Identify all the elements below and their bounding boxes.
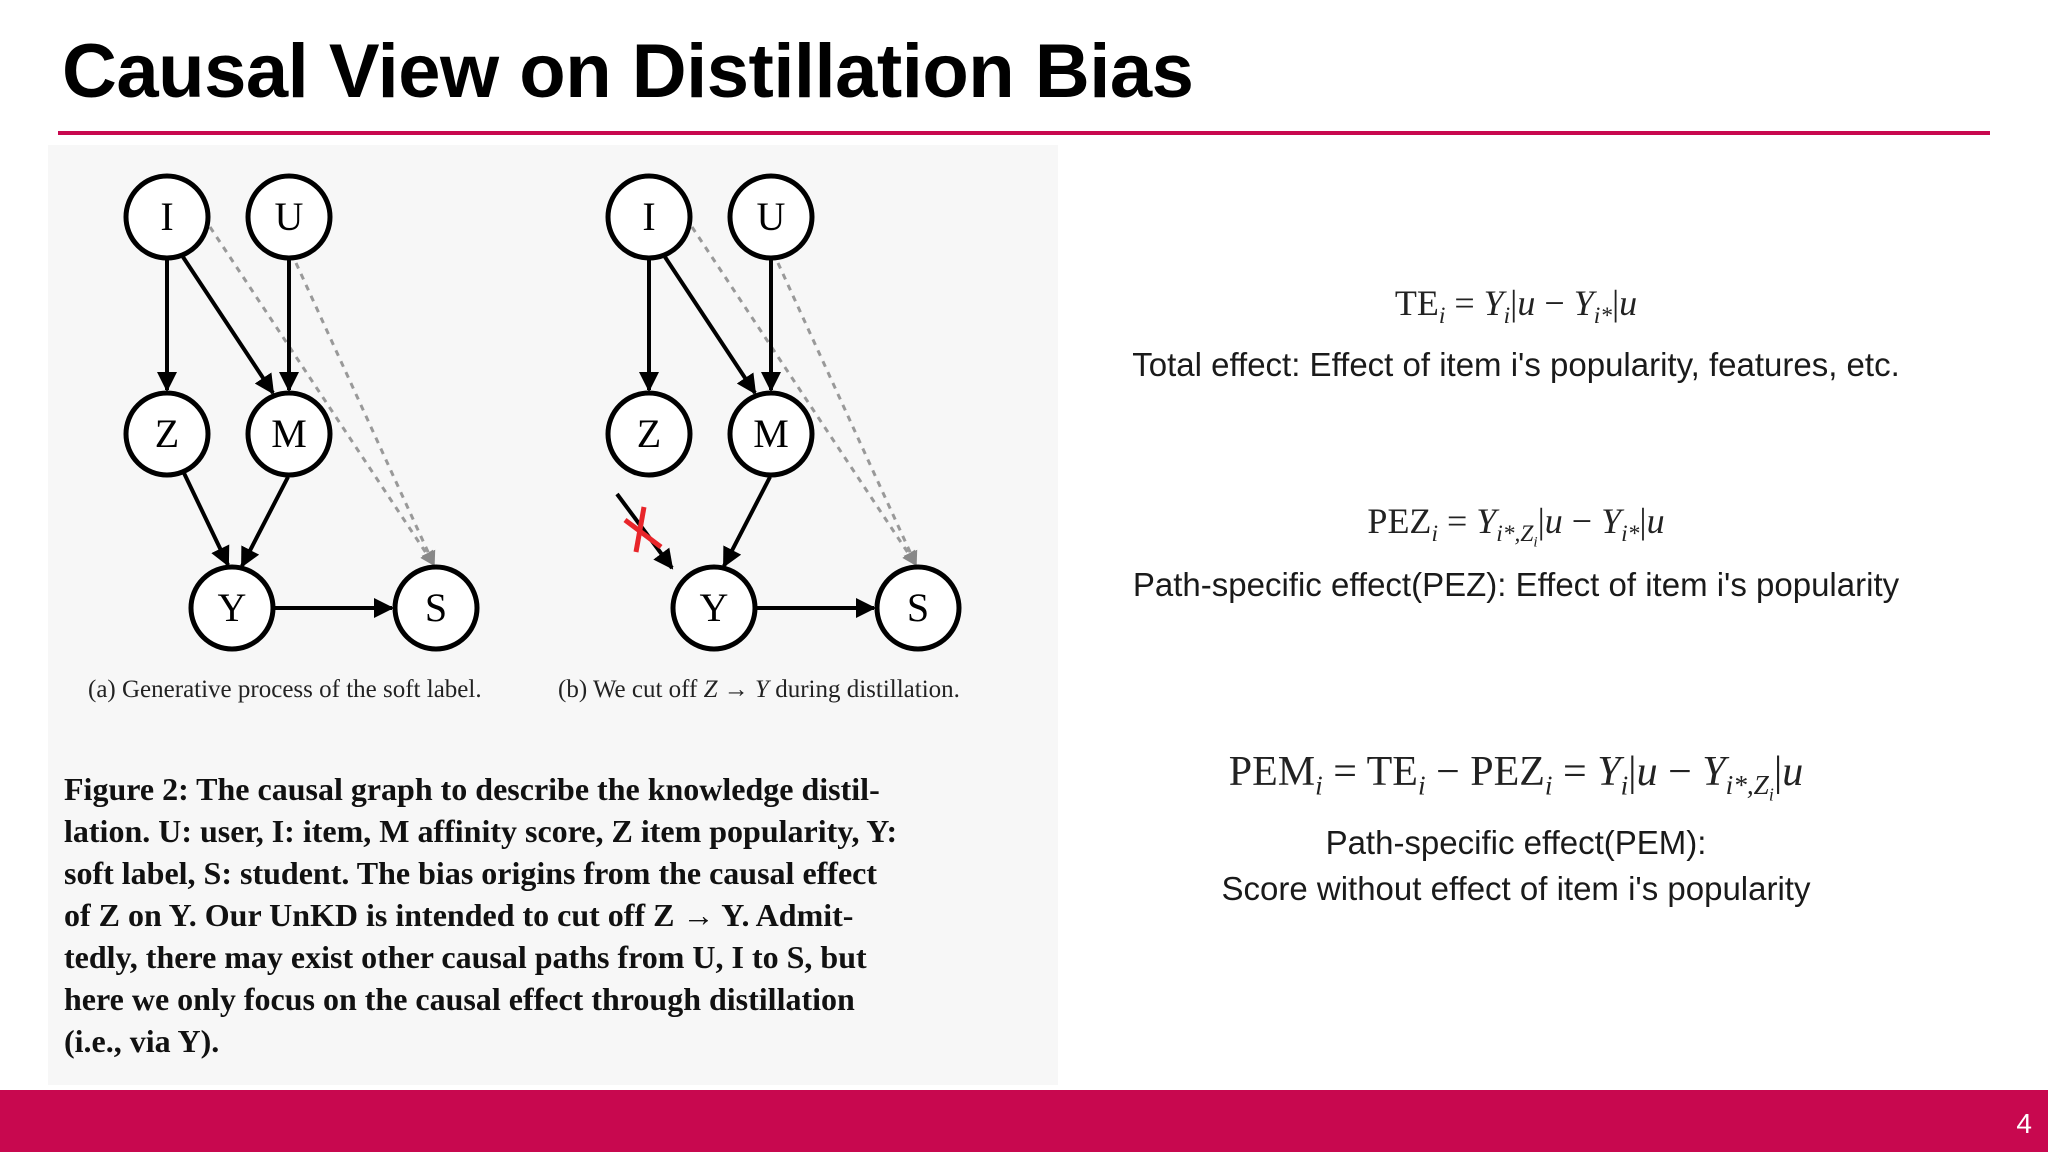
figure-caption-line: soft label, S: student. The bias origins from the causal effect (64, 855, 878, 891)
node-i-label: I (642, 194, 656, 239)
node-y (191, 567, 273, 649)
node-s (395, 567, 477, 649)
subcaption-b-suffix: during distillation. (775, 676, 960, 703)
pem-description-line-1: Path-specific effect(PEM): (1325, 824, 1707, 861)
node-i (126, 176, 208, 258)
node-z (126, 393, 208, 475)
causal-graphs (0, 0, 1060, 720)
node-m (248, 393, 330, 475)
node-m-label: M (753, 411, 789, 456)
node-z-label: Z (154, 411, 180, 456)
footer-bar (0, 1090, 2048, 1152)
figure-caption-line: (i.e., via Y). (64, 1023, 220, 1059)
total-effect-formula: $TE_i = Y_i|u - Y_{i*}|u$ (1394, 283, 1638, 330)
subcaption-a: (a) Generative process of the soft label. (88, 676, 482, 703)
subcaption-b-prefix: (b) We cut off (558, 676, 698, 703)
pez-formula: $PEZ_i = Y_{i*,Z_i}|u - Y_{i*}|u$ (1367, 501, 1665, 551)
node-y-label: Y (217, 585, 247, 630)
pez-description: Path-specific effect(PEZ): Effect of item i's popularity (1132, 566, 1900, 603)
edge-i-m (183, 257, 273, 393)
node-z-label: Z (636, 411, 662, 456)
subcaption-b: (b) We cut off Z → Y during distillation. (558, 676, 960, 703)
pem-formula: $PEM_i = TE_i - PEZ_i = Y_i|u - Y_{i*,Z_i}|u$ (1228, 749, 1804, 805)
total-effect-description: Total effect: Effect of item i's popularity, features, etc. (1132, 346, 1900, 383)
node-s-label: S (424, 585, 448, 630)
figure-caption-line: of Z on Y. Our UnKD is intended to cut off Z → Y. Admit- (64, 897, 854, 933)
figure-caption-line: tedly, there may exist other causal paths from U, I to S, but (64, 939, 867, 975)
figure-caption-line: here we only focus on the causal effect through distillation (64, 981, 855, 1017)
figure-caption-line: Figure 2: The causal graph to describe the knowledge distil- (64, 771, 880, 807)
node-y-label: Y (699, 585, 729, 630)
node-u (730, 176, 812, 258)
slide-title: Causal View on Distillation Bias (62, 29, 1194, 114)
graph-a (126, 176, 477, 649)
node-u-label: U (274, 194, 304, 239)
node-u (248, 176, 330, 258)
edge-i-m (665, 257, 755, 393)
node-i (608, 176, 690, 258)
edge-z-y-cut (617, 494, 672, 568)
graph-b (608, 176, 959, 649)
edge-m-y (242, 477, 288, 566)
node-z (608, 393, 690, 475)
node-m-label: M (271, 411, 307, 456)
edge-z-y (183, 471, 228, 565)
edge-i-s-dashed (692, 227, 916, 565)
edge-i-s-dashed (210, 227, 434, 565)
edge-m-y (724, 477, 770, 566)
node-u-label: U (756, 194, 786, 239)
node-m (730, 393, 812, 475)
node-s (877, 567, 959, 649)
figure-caption-line: lation. U: user, I: item, M affinity score, Z item popularity, Y: (64, 813, 898, 849)
node-s-label: S (906, 585, 930, 630)
pem-description-line-2: Score without effect of item i's popularity (1221, 870, 1811, 907)
figure-caption (64, 768, 1024, 1062)
node-y (673, 567, 755, 649)
page-number: 4 (2016, 1108, 2032, 1139)
node-i-label: I (160, 194, 174, 239)
